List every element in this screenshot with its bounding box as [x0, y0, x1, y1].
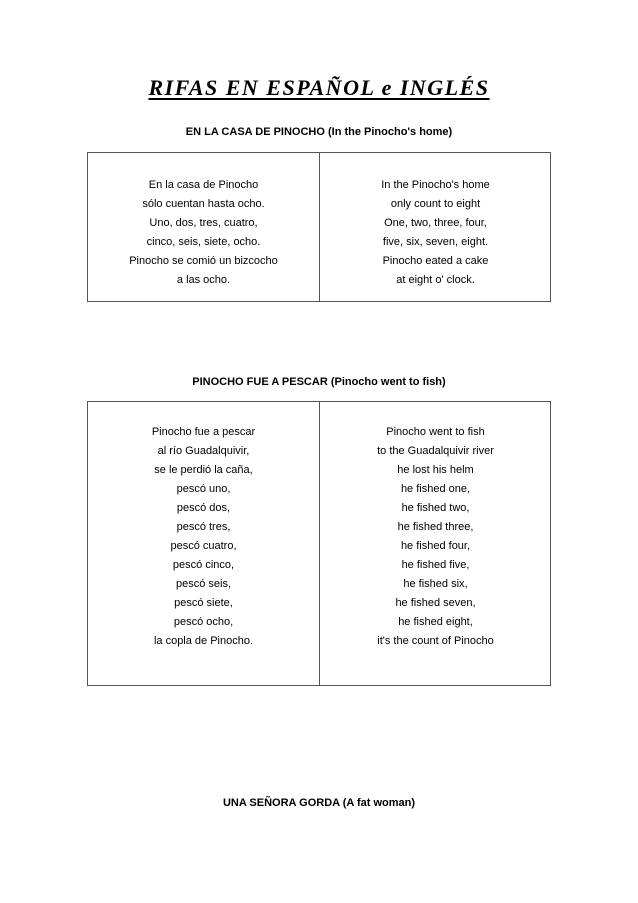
section-heading-senora-gorda: UNA SEÑORA GORDA (A fat woman): [222, 797, 416, 809]
poem-table-casa-pinocho: [87, 152, 551, 302]
poem-line: al río Guadalquivir,: [157, 445, 250, 457]
poem-line: he lost his helm: [397, 464, 474, 476]
poem-line: One, two, three, four,: [384, 217, 487, 229]
poem-line: he fished four,: [400, 540, 471, 552]
poem-line: only count to eight: [390, 198, 481, 210]
poem-line: cinco, seis, siete, ocho.: [146, 236, 261, 248]
spanish-column: [88, 423, 319, 651]
poem-line: he fished two,: [401, 502, 470, 514]
poem-line: pescó dos,: [176, 502, 231, 514]
poem-line: he fished seven,: [395, 597, 476, 609]
poem-line: he fished five,: [401, 559, 470, 571]
poem-line: pescó ocho,: [173, 616, 234, 628]
poem-line: at eight o' clock.: [396, 274, 475, 286]
english-column: [320, 423, 551, 651]
poem-line: it's the count of Pinocho: [377, 635, 494, 647]
poem-line: he fished six,: [403, 578, 468, 590]
poem-line: five, six, seven, eight.: [382, 236, 489, 248]
poem-line: he fished one,: [400, 483, 471, 495]
poem-line: Pinocho fue a pescar: [151, 426, 256, 438]
poem-line: a las ocho.: [176, 274, 231, 286]
poem-line: Pinocho went to fish: [386, 426, 485, 438]
poem-line: Uno, dos, tres, cuatro,: [149, 217, 258, 229]
poem-line: pescó cinco,: [172, 559, 235, 571]
poem-line: pescó tres,: [176, 521, 231, 533]
poem-line: he fished eight,: [398, 616, 473, 628]
poem-line: to the Guadalquivir river: [377, 445, 494, 457]
english-column: [320, 176, 551, 290]
poem-line: sólo cuentan hasta ocho.: [142, 198, 265, 210]
section-heading-casa-pinocho: EN LA CASA DE PINOCHO (In the Pinocho's home): [185, 126, 453, 138]
poem-line: se le perdió la caña,: [154, 464, 253, 476]
section-heading-pinocho-pescar: PINOCHO FUE A PESCAR (Pinocho went to fish): [192, 376, 446, 388]
poem-line: pescó siete,: [174, 597, 233, 609]
poem-table-pinocho-pescar: [87, 401, 551, 686]
poem-line: En la casa de Pinocho: [148, 179, 259, 191]
poem-line: Pinocho eated a cake: [382, 255, 489, 267]
poem-line: pescó seis,: [175, 578, 232, 590]
poem-line: Pinocho se comió un bizcocho: [129, 255, 278, 267]
poem-line: la copla de Pinocho.: [153, 635, 254, 647]
poem-line: In the Pinocho's home: [381, 179, 490, 191]
document-title: RIFAS EN ESPAÑOL e INGLÉS: [148, 75, 490, 100]
poem-line: he fished three,: [397, 521, 474, 533]
poem-line: pescó uno,: [176, 483, 231, 495]
spanish-column: [88, 176, 319, 290]
poem-line: pescó cuatro,: [170, 540, 237, 552]
